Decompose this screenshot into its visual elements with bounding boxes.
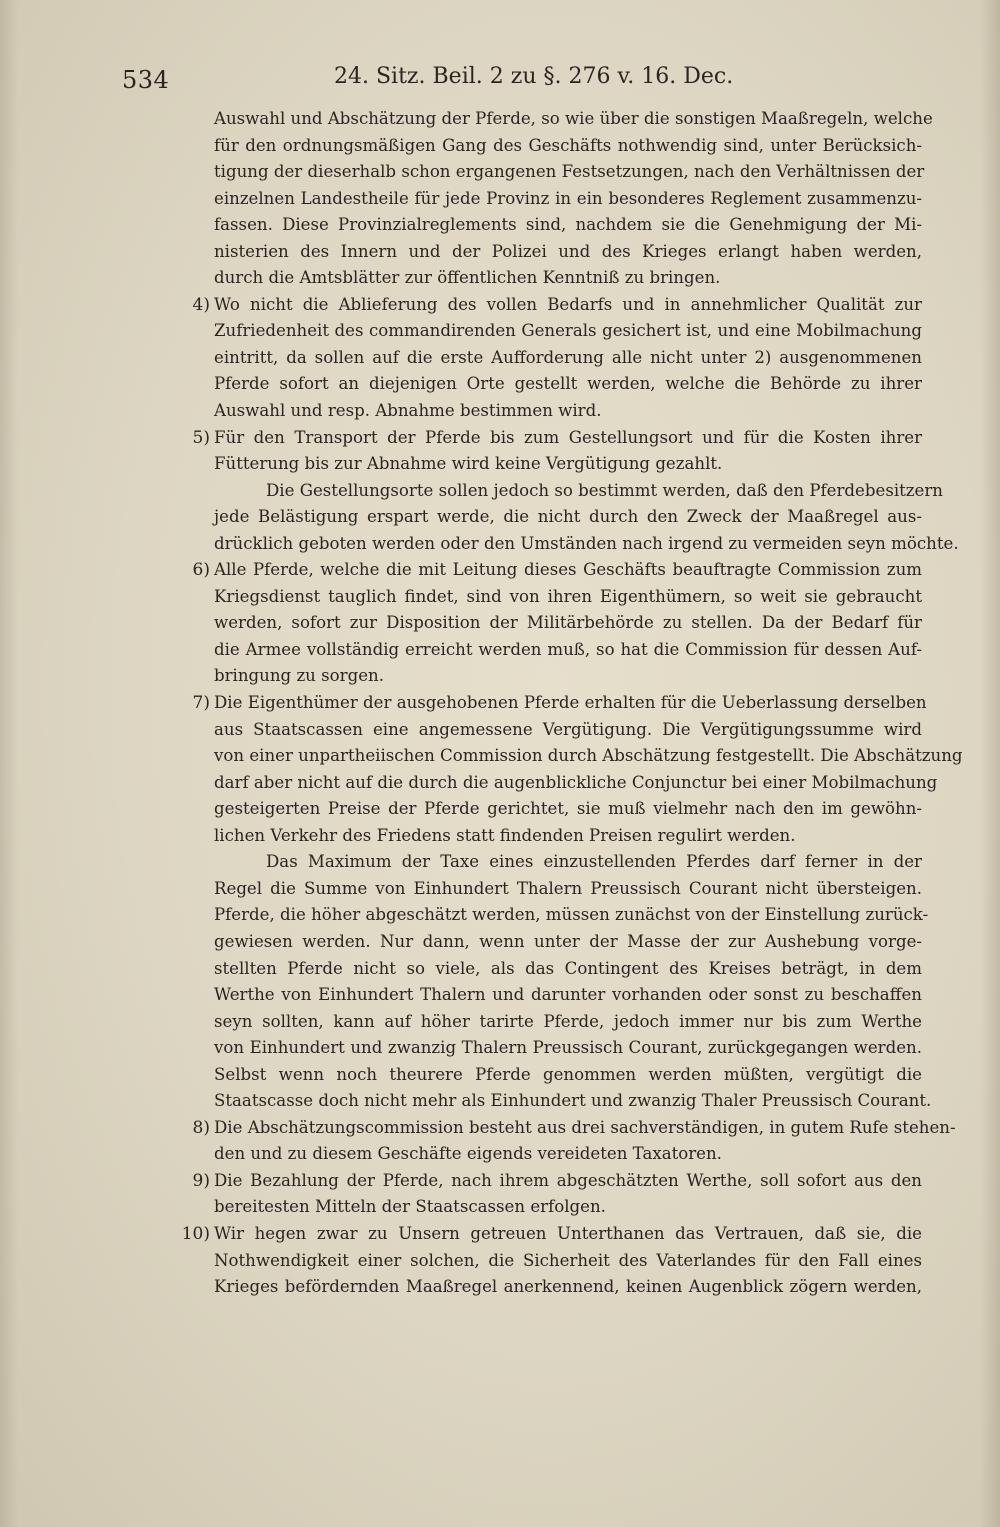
text-line: Staatscasse doch nicht mehr als Einhundert und zwanzig Thaler Preussisch Courant.: [214, 1091, 932, 1111]
paragraph-number: 5): [192, 427, 210, 448]
text-line: Alle Pferde, welche die mit Leitung dieses Geschäfts beauftragte Commission zum: [214, 560, 922, 580]
text-line: werden, sofort zur Disposition der Militärbehörde zu stellen. Da der Bedarf für: [214, 613, 922, 633]
text-line: Die Bezahlung der Pferde, nach ihrem abgeschätzten Werthe, soll sofort aus den: [214, 1170, 922, 1190]
text-line: Nothwendigkeit einer solchen, die Sicherheit des Vaterlandes für den Fall eines: [214, 1250, 922, 1270]
text-line: für den ordnungsmäßigen Gang des Geschäfts nothwendig sind, unter Berücksich-: [214, 135, 922, 155]
paragraph: [192, 1115, 956, 1168]
text-line: Kriegsdienst tauglich findet, sind von ihren Eigenthümern, so weit sie gebraucht: [214, 586, 922, 606]
paragraph: [214, 849, 932, 1114]
paragraph-number: 6): [192, 560, 210, 581]
text-line: einzelnen Landestheile für jede Provinz in ein besonderes Reglement zusammenzu-: [214, 188, 922, 208]
text-line: Pferde sofort an diejenigen Orte gestellt werden, welche die Behörde zu ihrer: [214, 374, 922, 394]
paragraph: [192, 425, 922, 478]
text-line: durch die Amtsblätter zur öffentlichen Kenntniß zu bringen.: [214, 268, 721, 288]
paragraph: [192, 292, 922, 425]
paragraph-number: 7): [192, 693, 210, 714]
text-line: eintritt, da sollen auf die erste Aufforderung alle nicht unter 2) ausgenommenen: [214, 347, 922, 367]
text-line: von Einhundert und zwanzig Thalern Preussisch Courant, zurückgegangen werden.: [214, 1038, 922, 1058]
paragraph: [214, 478, 959, 558]
page-edge-shadow-right: [980, 0, 1000, 1527]
paragraph-number: 4): [192, 294, 210, 315]
text-line: drücklich geboten werden oder den Umständen nach irgend zu vermeiden seyn möchte.: [214, 533, 959, 553]
paragraph-number: 8): [192, 1117, 210, 1138]
text-line: bringung zu sorgen.: [214, 666, 384, 686]
text-line: den und zu diesem Geschäfte eigends vereideten Taxatoren.: [214, 1144, 722, 1164]
text-line: Selbst wenn noch theurere Pferde genommen werden müßten, vergütigt die: [214, 1064, 922, 1084]
text-line: Werthe von Einhundert Thalern und darunter vorhanden oder sonst zu beschaffen: [214, 985, 922, 1005]
text-line: Pferde, die höher abgeschätzt werden, müssen zunächst von der Einstellung zurück-: [214, 905, 929, 925]
text-line: aus Staatscassen eine angemessene Vergütigung. Die Vergütigungssumme wird: [214, 719, 922, 739]
paragraph: [192, 690, 963, 849]
text-line: Das Maximum der Taxe eines einzustellenden Pferdes darf ferner in der: [266, 852, 922, 872]
text-line: Zufriedenheit des commandirenden Generals gesichert ist, und eine Mobilmachung: [214, 321, 922, 341]
text-line: Auswahl und Abschätzung der Pferde, so wie über die sonstigen Maaßregeln, welche: [214, 109, 933, 128]
paragraph-number: 9): [192, 1170, 210, 1191]
page-edge-shadow-left: [0, 0, 18, 1527]
text-line: darf aber nicht auf die durch die augenblickliche Conjunctur bei einer Mobilmachung: [214, 772, 938, 792]
text-line: stellten Pferde nicht so viele, als das Contingent des Kreises beträgt, in dem: [214, 958, 922, 978]
text-line: Wir hegen zwar zu Unsern getreuen Unterthanen das Vertrauen, daß sie, die: [214, 1223, 922, 1243]
text-line: gesteigerten Preise der Pferde gerichtet, sie muß vielmehr nach den im gewöhn-: [214, 799, 922, 819]
text-line: Wo nicht die Ablieferung des vollen Bedarfs und in annehmlicher Qualität zur: [214, 294, 922, 314]
text-line: Die Gestellungsorte sollen jedoch so bestimmt werden, daß den Pferdebesitzern: [266, 480, 943, 500]
paragraph: [181, 1221, 922, 1301]
text-line: Die Eigenthümer der ausgehobenen Pferde erhalten für die Ueberlassung derselben: [214, 693, 927, 713]
paragraph-number: 10): [181, 1223, 210, 1244]
paragraph: [192, 1168, 922, 1221]
text-line: nisterien des Innern und der Polizei und des Krieges erlangt haben werden,: [214, 241, 922, 261]
paragraph: [192, 557, 922, 690]
text-line: jede Belästigung erspart werde, die nicht durch den Zweck der Maaßregel aus-: [214, 507, 922, 527]
page-number: 534: [122, 66, 170, 94]
text-line: fassen. Diese Provinzialreglements sind, nachdem sie die Genehmigung der Mi-: [214, 215, 922, 235]
text-line: die Armee vollständig erreicht werden muß, so hat die Commission für dessen Auf-: [214, 639, 922, 659]
text-line: von einer unpartheiischen Commission durch Abschätzung festgestellt. Die Abschätzung: [214, 746, 963, 766]
text-line: Krieges befördernden Maaßregel anerkennend, keinen Augenblick zögern werden,: [214, 1277, 922, 1297]
body-text: [181, 106, 963, 1301]
text-line: lichen Verkehr des Friedens statt findenden Preisen regulirt werden.: [214, 825, 796, 845]
text-line: Regel die Summe von Einhundert Thalern Preussisch Courant nicht übersteigen.: [214, 878, 922, 898]
text-line: Die Abschätzungscommission besteht aus drei sachverständigen, in gutem Rufe stehen-: [214, 1117, 956, 1137]
paragraph: [214, 106, 933, 292]
text-line: bereitesten Mitteln der Staatscassen erfolgen.: [214, 1197, 606, 1217]
text-line: Fütterung bis zur Abnahme wird keine Vergütigung gezahlt.: [214, 454, 723, 474]
text-line: Für den Transport der Pferde bis zum Gestellungsort und für die Kosten ihrer: [214, 427, 922, 447]
text-line: seyn sollten, kann auf höher tarirte Pferde, jedoch immer nur bis zum Werthe: [214, 1011, 922, 1031]
running-head: 24. Sitz. Beil. 2 zu §. 276 v. 16. Dec.: [334, 64, 734, 89]
text-line: tigung der dieserhalb schon ergangenen Festsetzungen, nach den Verhältnissen der: [214, 162, 925, 182]
text-line: gewiesen werden. Nur dann, wenn unter der Masse der zur Aushebung vorge-: [214, 931, 922, 951]
text-line: Auswahl und resp. Abnahme bestimmen wird.: [214, 401, 602, 421]
